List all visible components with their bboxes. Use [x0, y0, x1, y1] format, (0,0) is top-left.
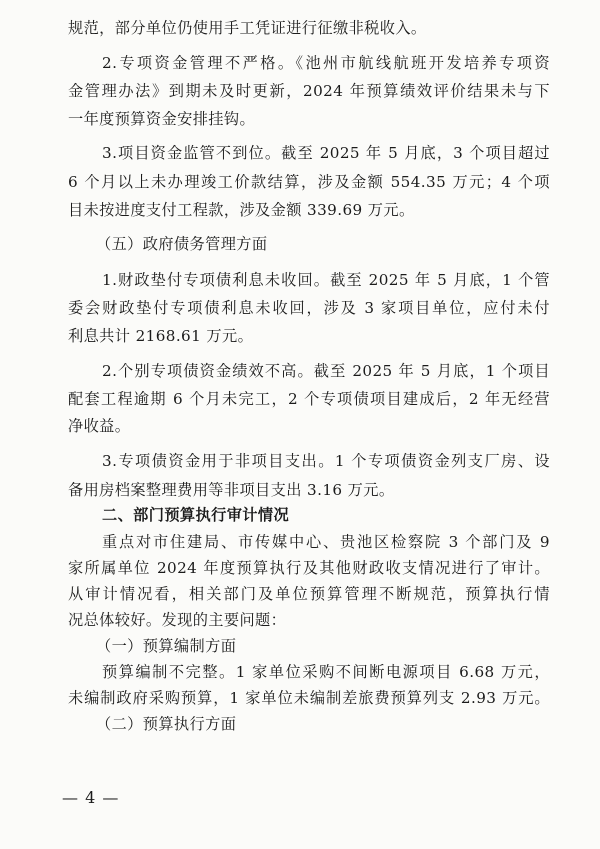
paragraph-line: 2.个别专项债资金绩效不高。截至 2025 年 5 月底，1 个项目 — [102, 362, 550, 380]
paragraph-line: 预算编制不完整。1 家单位采购不间断电源项目 6.68 万元， — [102, 663, 550, 681]
paragraph-line: 一年度预算资金安排挂钩。 — [68, 110, 256, 128]
section-heading: （一）预算编制方面 — [96, 637, 237, 655]
paragraph-line: 6 个月以上未办理竣工价款结算，涉及金额 554.35 万元；4 个项 — [68, 173, 550, 191]
paragraph-line: 3.项目资金监管不到位。截至 2025 年 5 月底，3 个项目超过 — [102, 144, 550, 162]
paragraph-line: 规范，部分单位仍使用手工凭证进行征缴非税收入。 — [68, 19, 427, 37]
paragraph-line: 况总体较好。发现的主要问题： — [68, 611, 287, 629]
paragraph-line: 重点对市住建局、市传媒中心、贵池区检察院 3 个部门及 9 — [102, 533, 550, 551]
paragraph-line: 备用房档案整理费用等非项目支出 3.16 万元。 — [68, 481, 395, 499]
paragraph-line: 家所属单位 2024 年度预算执行及其他财政收支情况进行了审计。 — [68, 559, 550, 577]
paragraph-line: 目未按进度支付工程款，涉及金额 339.69 万元。 — [68, 201, 415, 219]
paragraph-line: 委会财政垫付专项债利息未收回，涉及 3 家项目单位，应付未付 — [68, 299, 550, 317]
paragraph-line: 净收益。 — [68, 417, 131, 435]
paragraph-line: 从审计情况看，相关部门及单位预算管理不断规范，预算执行情 — [68, 585, 550, 603]
paragraph-line: 2.专项资金管理不严格。《池州市航线航班开发培养专项资 — [102, 54, 550, 72]
section-heading: （二）预算执行方面 — [96, 715, 237, 733]
paragraph-line: 金管理办法》到期未及时更新，2024 年预算绩效评价结果未与下 — [68, 82, 550, 100]
paragraph-line: 3.专项债资金用于非项目支出。1 个专项债资金列支厂房、设 — [102, 452, 550, 470]
paragraph-line: 未编制政府采购预算，1 家单位未编制差旅费预算列支 2.93 万元。 — [68, 689, 550, 707]
section-heading: （五）政府债务管理方面 — [96, 235, 268, 253]
section-heading: 二、部门预算执行审计情况 — [102, 506, 290, 524]
page-number: — 4 — — [62, 788, 120, 807]
paragraph-line: 配套工程逾期 6 个月未完工，2 个专项债项目建成后，2 年无经营 — [68, 390, 550, 408]
paragraph-line: 利息共计 2168.61 万元。 — [68, 327, 254, 345]
paragraph-line: 1.财政垫付专项债利息未收回。截至 2025 年 5 月底，1 个管 — [102, 271, 550, 289]
